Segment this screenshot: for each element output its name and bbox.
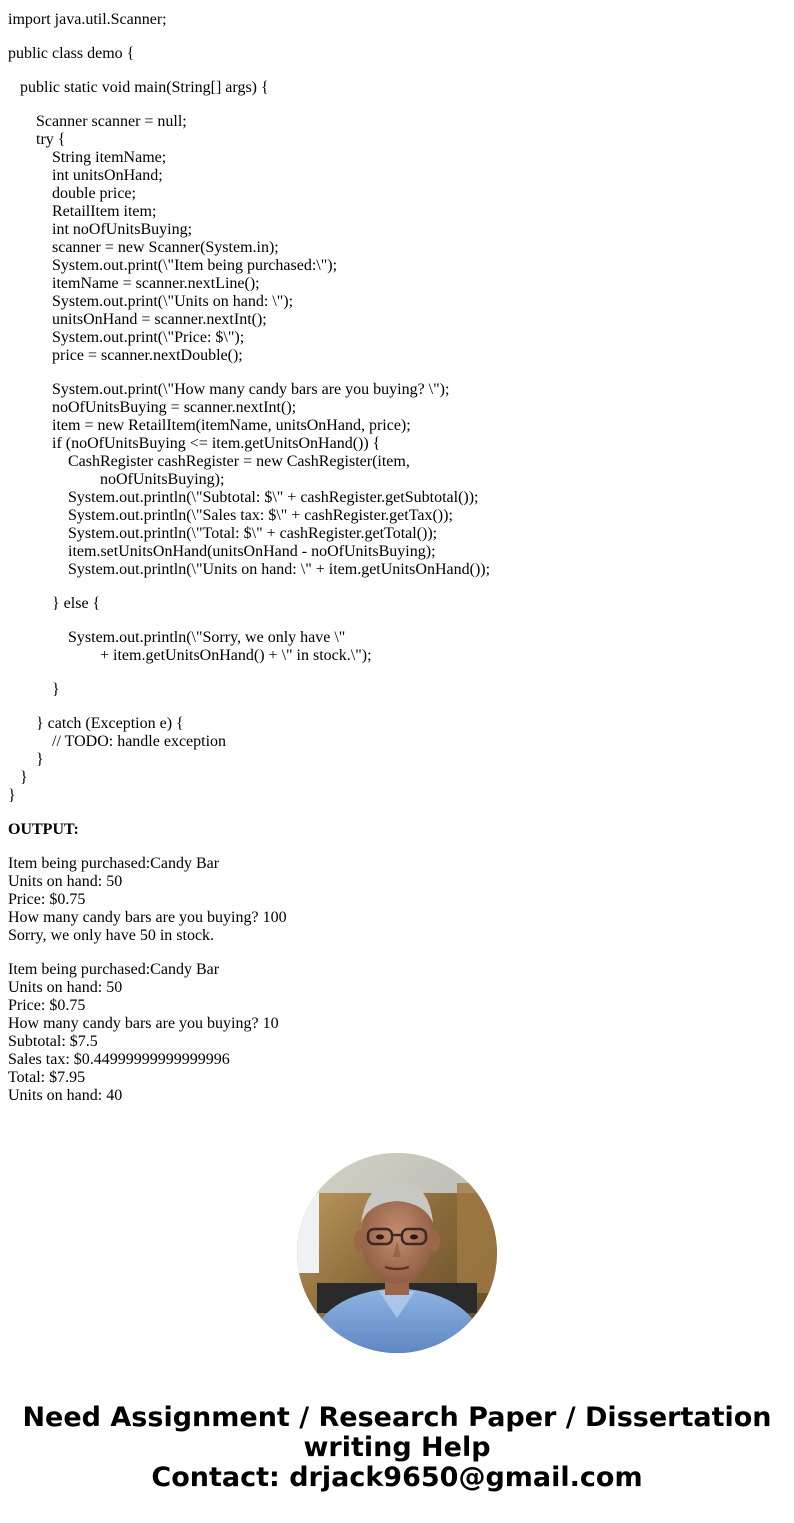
code-line: CashRegister cashRegister = new CashRegister(item, [8, 453, 410, 470]
output-line: Sorry, we only have 50 in stock. [8, 927, 215, 944]
code-line: public static void main(String[] args) { [8, 79, 269, 96]
code-line: import java.util.Scanner; [8, 11, 167, 28]
code-line: itemName = scanner.nextLine(); [8, 275, 260, 292]
code-line: unitsOnHand = scanner.nextInt(); [8, 311, 267, 328]
code-line: System.out.println(\"Sorry, we only have \" [8, 629, 346, 646]
document-body [8, 11, 784, 1105]
code-line: } [8, 681, 60, 698]
code-line: System.out.println(\"Total: $\" + cashRegister.getTotal()); [8, 525, 438, 542]
code-line: System.out.println(\"Sales tax: $\" + cashRegister.getTax()); [8, 507, 453, 524]
code-line: if (noOfUnitsBuying <= item.getUnitsOnHand()) { [8, 435, 381, 452]
code-line: } [8, 769, 28, 786]
code-line: noOfUnitsBuying = scanner.nextInt(); [8, 399, 297, 416]
code-line: System.out.print(\"Price: $\"); [8, 329, 245, 346]
avatar [297, 1153, 497, 1353]
person-photo-icon [297, 1153, 497, 1353]
output-block [8, 855, 784, 1105]
code-line: item.setUnitsOnHand(unitsOnHand - noOfUnitsBuying); [8, 543, 436, 560]
code-line: scanner = new Scanner(System.in); [8, 239, 279, 256]
code-line: } [8, 787, 16, 804]
code-line: int noOfUnitsBuying; [8, 221, 193, 238]
output-line: How many candy bars are you buying? 10 [8, 1015, 279, 1032]
output-line: Subtotal: $7.5 [8, 1033, 98, 1050]
code-line: price = scanner.nextDouble(); [8, 347, 243, 364]
code-line: System.out.print(\"Units on hand: \"); [8, 293, 294, 310]
output-line: How many candy bars are you buying? 100 [8, 909, 287, 926]
output-line: Units on hand: 50 [8, 873, 123, 890]
code-line: } catch (Exception e) { [8, 715, 184, 732]
footer-line-1: Need Assignment / Research Paper / Dissertation [22, 1402, 772, 1433]
code-line: System.out.print(\"How many candy bars are you buying? \"); [8, 381, 450, 398]
code-line: System.out.println(\"Subtotal: $\" + cashRegister.getSubtotal()); [8, 489, 479, 506]
output-line: Price: $0.75 [8, 891, 86, 908]
code-line: String itemName; [8, 149, 167, 166]
code-line: item = new RetailItem(itemName, unitsOnHand, price); [8, 417, 411, 434]
code-line: Scanner scanner = null; [8, 113, 187, 130]
code-line: try { [8, 131, 66, 148]
code-line: public class demo { [8, 45, 135, 62]
output-line: Units on hand: 50 [8, 979, 123, 996]
output-line: Price: $0.75 [8, 997, 86, 1014]
code-line: System.out.println(\"Units on hand: \" + item.getUnitsOnHand()); [8, 561, 491, 578]
code-line: double price; [8, 185, 136, 202]
output-heading: OUTPUT: [8, 821, 79, 838]
output-line: Units on hand: 40 [8, 1087, 123, 1104]
footer-banner [0, 1403, 794, 1493]
code-line: System.out.print(\"Item being purchased:\"); [8, 257, 338, 274]
output-line: Sales tax: $0.44999999999999996 [8, 1051, 230, 1068]
code-line: + item.getUnitsOnHand() + \" in stock.\"); [8, 647, 372, 664]
output-line: Item being purchased:Candy Bar [8, 855, 220, 872]
code-line: RetailItem item; [8, 203, 157, 220]
footer-contact: Contact: drjack9650@gmail.com [151, 1462, 643, 1493]
output-line: Total: $7.95 [8, 1069, 86, 1086]
code-line: int unitsOnHand; [8, 167, 163, 184]
code-line: noOfUnitsBuying); [8, 471, 225, 488]
code-line: } else { [8, 595, 101, 612]
output-line: Item being purchased:Candy Bar [8, 961, 220, 978]
code-line: // TODO: handle exception [8, 733, 227, 750]
footer-line-2: writing Help [303, 1432, 491, 1463]
java-code-block [8, 11, 784, 805]
code-line: } [8, 751, 44, 768]
